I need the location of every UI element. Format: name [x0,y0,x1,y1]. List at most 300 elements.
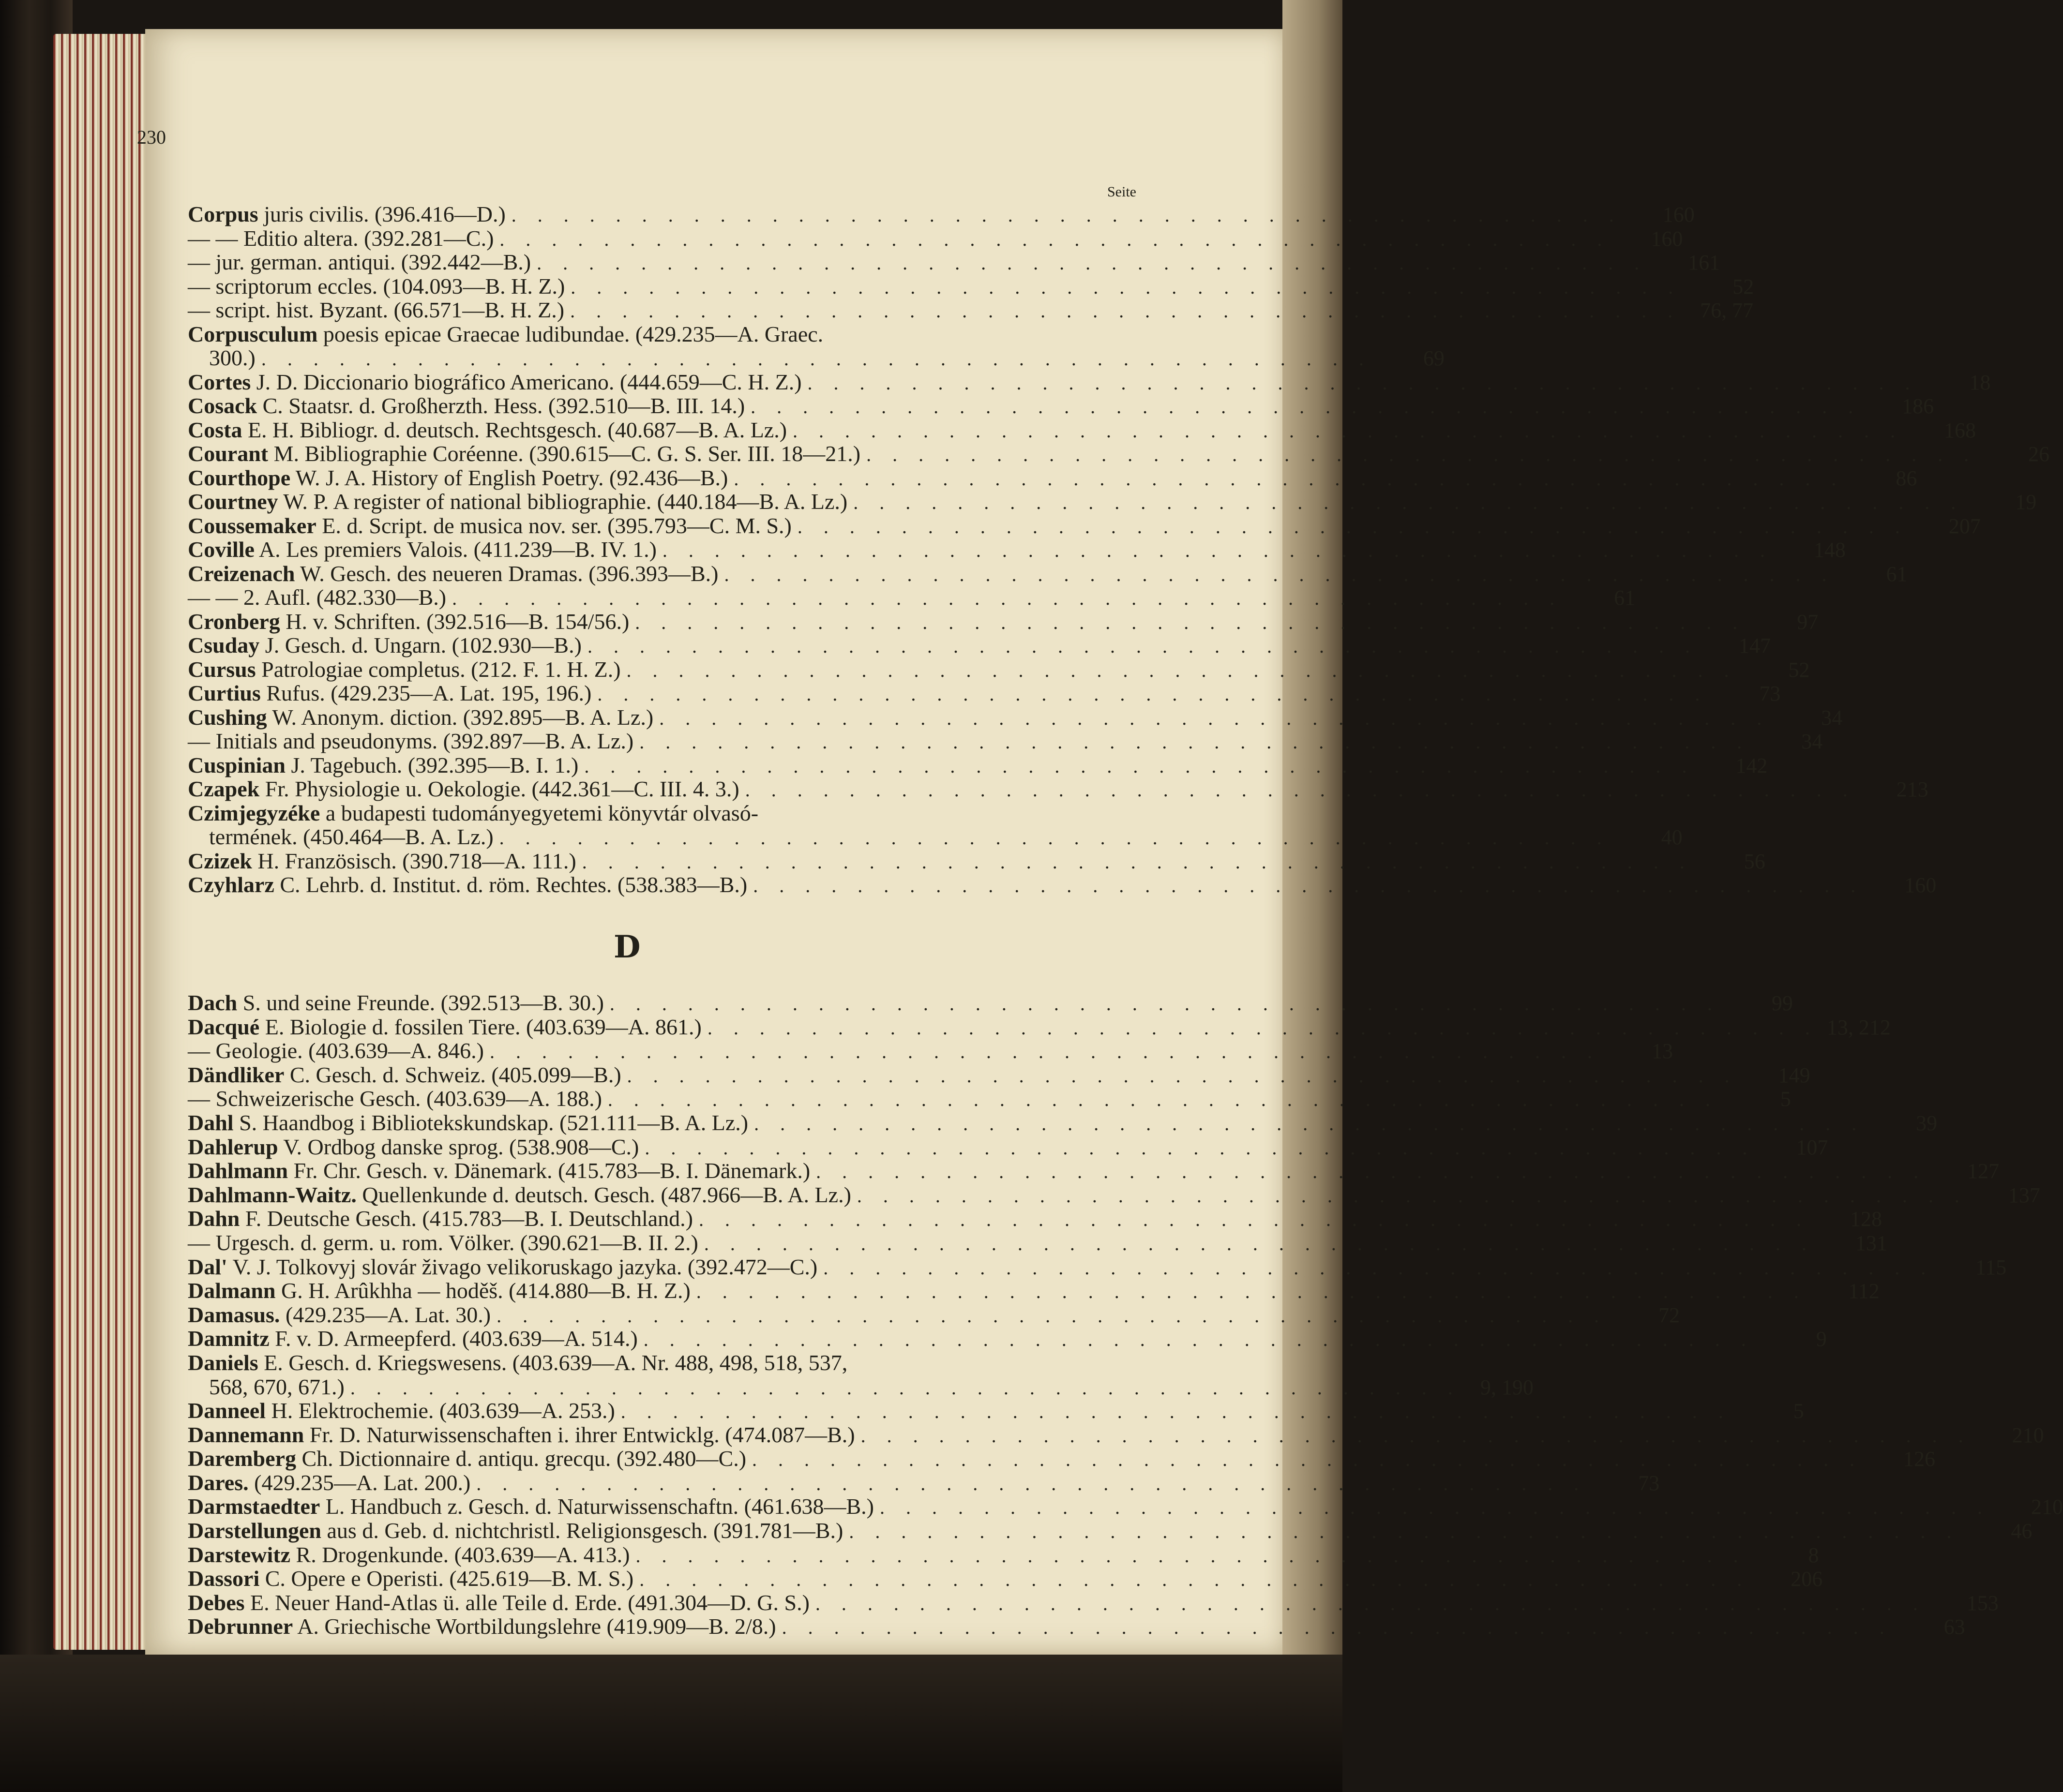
entry-text [188,682,591,704]
entry-text [188,874,747,896]
index-entry [188,273,1754,299]
entry-description: L. Handbuch z. Gesch. d. Naturwissenschaftn. (461.638—B.) [320,1494,874,1519]
entry-heading: Dacqué [188,1014,260,1039]
entry-text [188,1304,491,1326]
dot-leader: . . . . . . . . . . . . . . . . . . . . . . . . . . . . . . . . . . . . . . . . . . . [499,827,1610,849]
entry-heading: Coville [188,537,255,562]
entry-description: S. und seine Freunde. (392.513—B. 30.) [237,990,604,1015]
entry-description: 300.) [209,345,256,370]
index-entry [188,1014,1891,1039]
entry-text [188,1472,470,1494]
dot-leader: . . . . . . . . . . . . . . . . . . . . . . . . . . . . . . . . . . . . . . . . . . . [857,1184,1968,1207]
page-reference: 86 [1896,466,1917,490]
entry-description: A. Griechische Wortbildungslehre (419.909—B. 2/8.) [293,1614,776,1639]
entry-heading: Courthope [188,465,291,490]
entry-heading: Dach [188,990,238,1015]
index-entry [188,250,1720,274]
entry-text [188,850,576,872]
entry-heading: Dares. [188,1470,249,1495]
index-entry [188,1542,1819,1567]
entry-description: V. J. Tolkovyj slovár živago velikoruskago jazyka. (392.472—C.) [227,1254,818,1279]
entry-description: F. v. D. Armeepferd. (403.639—A. 514.) [269,1326,638,1351]
page-reference: 206 [1791,1567,1823,1591]
page-reference: 126 [1903,1447,1936,1471]
dot-leader: . . . . . . . . . . . . . . . . . . . . . . . . . . . . . . . . . . . . . . . . . . . [511,204,1622,226]
entry-description: A. Les premiers Valois. (411.239—B. IV. 1.) [254,537,657,562]
entry-text [188,1424,855,1446]
page-reference: 160 [1662,203,1695,226]
entry-heading: Daremberg [188,1446,296,1471]
dot-leader: . . . . . . . . . . . . . . . . . . . . . . . . . . . . . . . . . . . . . . . . . . . [752,1449,1863,1471]
dot-leader: . . . . . . . . . . . . . . . . . . . . . . . . . . . . . . . . . . . . . . . . . . . [815,1592,1926,1614]
page-reference: 26 [2028,442,2050,466]
page-reference: 112 [1848,1279,1880,1303]
entry-description: Fr. Chr. Gesch. v. Dänemark. (415.783—B. I. Dänemark.) [288,1158,811,1183]
entry-heading: Dal' [188,1254,227,1279]
entry-text [188,1040,484,1062]
entry-heading: Czyhlarz [188,872,274,897]
page-reference: 73 [1759,682,1781,705]
entry-heading: Debes [188,1590,245,1615]
index-entry [188,1352,1175,1374]
entry-description: Patrologiae completus. (212. F. 1. H. Z.) [256,657,621,682]
entry-text [188,1136,639,1158]
index-entry [188,513,1981,538]
entry-description: W. P. A register of national bibliographie. (440.184—B. A. Lz.) [278,489,848,514]
index-entry [188,729,1823,753]
dot-leader: . . . . . . . . . . . . . . . . . . . . . . . . . . . . . . . . . . . . . . . . . . . [626,659,1737,681]
dot-leader: . . . . . . . . . . . . . . . . . . . . . . . . . . . . . . . . . . . . . . . . . . . [639,1568,1750,1591]
index-entry [188,1038,1673,1063]
dot-leader: . . . . . . . . . . . . . . . . . . . . . . . . . . . . . . . . . . . . . . . . . . . [849,1521,1960,1543]
index-entry [188,1422,2044,1447]
dot-leader: . . . . . . . . . . . . . . . . . . . . . . . . . . . . . . . . . . . . . . . . . . . [584,755,1695,777]
dot-leader: . . . . . . . . . . . . . . . . . . . . . . . . . . . . . . . . . . . . . . . . . . . [627,1064,1738,1087]
entry-description: Rufus. (429.235—A. Lat. 195, 196.) [260,681,592,705]
index-entry [188,1302,1680,1327]
index-section-d [188,990,2063,1640]
page-reference: 9, 190 [1480,1375,1534,1399]
entry-text [188,443,860,465]
dot-leader: . . . . . . . . . . . . . . . . . . . . . . . . . . . . . . . . . . . . . . . . . . . [816,1161,1927,1183]
page-reference: 8 [1808,1543,1819,1567]
entry-heading: Cushing [188,704,267,730]
entry-description: — Initials and pseudonyms. (392.897—B. A. Lz.) [188,729,634,753]
entry-description: 568, 670, 671.) [209,1374,345,1399]
index-entry [188,1230,1887,1255]
entry-text [188,1064,621,1086]
dot-leader: . . . . . . . . . . . . . . . . . . . . . . . . . . . . . . . . . . . . . . . . . . . [724,563,1835,585]
entry-description: H. Französisch. (390.718—A. 111.) [252,848,576,873]
index-entry [188,225,1683,251]
index-entry [188,633,1771,657]
index-entry [188,369,1991,394]
entry-description: termének. (450.464—B. A. Lz.) [209,824,494,849]
section-letter-heading: D [614,929,642,965]
entry-description: E. Gesch. d. Kriegswesens. (403.639—A. Nr. 488, 498, 518, 537, [258,1350,848,1375]
entry-text [188,347,256,369]
entry-description: J. Tagebuch. (392.395—B. I. 1.) [286,752,579,777]
index-entry [188,1110,1938,1135]
entry-description: — Geologie. (403.639—A. 846.) [188,1038,484,1063]
entry-heading: Dahlmann [188,1158,288,1183]
entry-text [188,730,633,752]
index-entry [188,1494,2063,1519]
page-reference: 115 [1975,1255,2007,1279]
entry-description: (429.235—A. Lat. 30.) [280,1302,491,1327]
column-heading-seite: Seite [1107,184,1136,200]
dot-leader: . . . . . . . . . . . . . . . . . . . . . . . . . . . . . . . . . . . . . . . . . . . [635,611,1746,633]
index-entry [188,1278,1880,1303]
page-reference: 137 [2008,1183,2040,1207]
index-entry [188,489,2037,514]
index-entry [188,802,1175,824]
page-reference: 46 [2011,1519,2033,1543]
page-reference: 72 [1658,1303,1680,1327]
dot-leader: . . . . . . . . . . . . . . . . . . . . . . . . . . . . . . . . . . . . . . . . . . . [754,1112,1865,1135]
entry-text [188,634,582,657]
entry-text [188,538,657,561]
page-reference: 99 [1771,991,1793,1015]
entry-heading: Coussemaker [188,513,316,538]
entry-description: (429.235—A. Lat. 200.) [248,1470,471,1495]
entry-heading: Creizenach [188,561,295,586]
dot-leader: . . . . . . . . . . . . . . . . . . . . . . . . . . . . . . . . . . . . . . . . . . . [698,1209,1809,1231]
dot-leader: . . . . . . . . . . . . . . . . . . . . . . . . . . . . . . . . . . . . . . . . . . . [704,1232,1815,1254]
index-entry [188,323,1175,345]
dot-leader: . . . . . . . . . . . . . . . . . . . . . . . . . . . . . . . . . . . . . . . . . . . [639,731,1750,753]
page-reference: 56 [1744,849,1765,873]
page-reference: 207 [1948,514,1981,538]
dot-leader: . . . . . . . . . . . . . . . . . . . . . . . . . . . . . . . . . . . . . . . . . . . [620,1401,1732,1423]
index-entry [188,1374,1534,1399]
page-reference: 147 [1738,634,1771,657]
entry-text [188,1208,693,1230]
entry-description: J. Gesch. d. Ungarn. (102.930—B.) [259,633,582,657]
dot-leader: . . . . . . . . . . . . . . . . . . . . . . . . . . . . . . . . . . . . . . . . . . . [662,539,1773,561]
entry-heading: Cronberg [188,609,280,634]
entry-heading: Darmstaedter [188,1494,320,1519]
entry-description: W. Anonym. diction. (392.895—B. A. Lz.) [267,704,654,730]
page-reference: 63 [1943,1615,1965,1639]
dot-leader: . . . . . . . . . . . . . . . . . . . . . . . . . . . . . . . . . . . . . . . . . . . [570,300,1681,322]
dot-leader: . . . . . . . . . . . . . . . . . . . . . . . . . . . . . . . . . . . . . . . . . . . [879,1496,1990,1519]
entry-text [188,563,719,585]
entry-text [188,251,531,273]
entry-description: C. Gesch. d. Schweiz. (405.099—B.) [284,1062,621,1087]
entry-heading: Curtius [188,681,261,705]
entry-text [188,1544,630,1566]
entry-description: E. d. Script. de musica nov. ser. (395.793—C. M. S.) [316,513,792,538]
entry-heading: Cuspinian [188,752,286,777]
entry-heading: Debrunner [188,1614,293,1639]
entry-text [188,1615,776,1638]
entry-text [188,1088,602,1110]
page-reference: 168 [1944,418,1976,442]
dot-leader: . . . . . . . . . . . . . . . . . . . . . . . . . . . . . . . . . . . . . . . . . . . [745,779,1856,801]
entry-text [188,992,604,1014]
dot-leader: . . . . . . . . . . . . . . . . . . . . . . . . . . . . . . . . . . . . . . . . . . . [793,419,1904,442]
entry-heading: Dahn [188,1206,240,1231]
entry-text [188,395,745,417]
index-entry [188,657,1810,682]
dot-leader: . . . . . . . . . . . . . . . . . . . . . . . . . . . . . . . . . . . . . . . . . . . [537,252,1648,274]
page-reference: 160 [1904,873,1937,897]
index-entry [188,345,1445,370]
page-reference: 186 [1902,394,1934,418]
entry-text [188,203,506,225]
page-reference: 18 [1969,370,1991,394]
entry-text [188,1592,810,1614]
page-reference: 61 [1886,562,1908,586]
index-entry [188,393,1934,418]
entry-heading: Csuday [188,633,260,657]
entry-description: H. Elektrochemie. (403.639—A. 253.) [266,1398,615,1423]
entry-heading: Damasus. [188,1302,280,1327]
index-entry [188,609,1819,634]
entry-text [188,1328,638,1350]
entry-description: — jur. german. antiqui. (392.442—B.) [188,250,531,274]
page-reference: 69 [1423,346,1445,370]
entry-heading: Dändliker [188,1062,285,1087]
entry-description: Quellenkunde d. deutsch. Gesch. (487.966—B. A. Lz.) [356,1182,851,1207]
entry-description: — Schweizerische Gesch. (403.639—A. 188.) [188,1086,602,1111]
entry-text [188,1160,810,1182]
dot-leader: . . . . . . . . . . . . . . . . . . . . . . . . . . . . . . . . . . . . . . . . . . . [571,276,1682,298]
dot-leader: . . . . . . . . . . . . . . . . . . . . . . . . . . . . . . . . . . . . . . . . . . . [607,1089,1718,1111]
entry-text [188,371,802,393]
entry-text [188,1112,748,1134]
dot-leader: . . . . . . . . . . . . . . . . . . . . . . . . . . . . . . . . . . . . . . . . . . . [782,1616,1893,1639]
index-entry [188,1254,2007,1279]
dot-leader: . . . . . . . . . . . . . . . . . . . . . . . . . . . . . . . . . . . . . . . . . . . [350,1376,1461,1399]
entry-text [188,323,823,345]
dot-leader: . . . . . . . . . . . . . . . . . . . . . . . . . . . . . . . . . . . . . . . . . . . [499,228,1611,250]
dot-leader: . . . . . . . . . . . . . . . . . . . . . . . . . . . . . . . . . . . . . . . . . . . [707,1016,1818,1039]
entry-text [188,611,629,633]
page-reference: 107 [1796,1135,1828,1159]
entry-heading: Dahl [188,1110,234,1135]
entry-description: a budapesti tudományegyetemi könyvtár olvasó- [320,800,759,825]
index-entry [188,1518,2033,1543]
entry-text [188,1256,817,1278]
index-entry [188,681,1781,705]
dot-leader: . . . . . . . . . . . . . . . . . . . . . . . . . . . . . . . . . . . . . . . . . . . [734,467,1845,490]
index-entry [188,990,1793,1015]
entry-text [188,1400,615,1422]
entry-text [188,1280,691,1302]
entry-description: V. Ordbog danske sprog. (538.908—C.) [278,1134,639,1159]
entry-heading: Dannemann [188,1422,304,1447]
dot-leader: . . . . . . . . . . . . . . . . . . . . . . . . . . . . . . . . . . . . . . . . . . . [807,372,1918,394]
index-entry [188,1326,1827,1351]
page-reference: 19 [2015,490,2037,514]
entry-text [188,658,621,681]
entry-heading: Czapek [188,777,260,801]
entry-text [188,491,847,513]
page-reference: 61 [1614,586,1636,610]
page-reference: 213 [1896,777,1928,801]
index-entry [188,1566,1823,1591]
entry-description: poesis epicae Graecae ludibundae. (429.235—A. Graec. [317,321,824,346]
dot-leader: . . . . . . . . . . . . . . . . . . . . . . . . . . . . . . . . . . . . . . . . . . . [866,444,1977,465]
page-reference: 34 [1801,730,1823,753]
entry-description: — Urgesch. d. germ. u. rom. Völker. (390.621—B. II. 2.) [188,1230,698,1255]
entry-description: aus d. Geb. d. nichtchristl. Religionsgesch. (391.781—B.) [321,1518,843,1543]
page-reference: 97 [1797,610,1819,634]
dot-leader: . . . . . . . . . . . . . . . . . . . . . . . . . . . . . . . . . . . . . . . . . . . [696,1281,1807,1303]
page-reference: 34 [1821,705,1843,730]
index-entry [188,585,1636,610]
entry-heading: Darstewitz [188,1542,291,1567]
dot-leader: . . . . . . . . . . . . . . . . . . . . . . . . . . . . . . . . . . . . . . . . . . . [797,515,1908,538]
dot-leader: . . . . . . . . . . . . . . . . . . . . . . . . . . . . . . . . . . . . . . . . . . . [823,1256,1934,1279]
dot-leader: . . . . . . . . . . . . . . . . . . . . . . . . . . . . . . . . . . . . . . . . . . . [609,993,1720,1015]
index-entry [188,1134,1828,1159]
page-reference: 52 [1788,657,1810,682]
entry-text [188,1495,874,1518]
index-entry [188,441,2050,466]
entry-heading: Darstellungen [188,1518,321,1543]
index-entry [188,752,1768,777]
entry-description: S. Haandbog i Bibliotekskundskap. (521.111—B. A. Lz.) [233,1110,749,1135]
dot-leader: . . . . . . . . . . . . . . . . . . . . . . . . . . . . . . . . . . . . . . . . . . . [860,1424,1972,1447]
entry-heading: Dalmann [188,1278,276,1303]
entry-text [188,1448,746,1470]
index-entry [188,1398,1804,1423]
entry-description: juris civilis. (396.416—D.) [258,202,506,226]
entry-description: R. Drogenkunde. (403.639—A. 413.) [290,1542,630,1567]
index-entry [188,1086,1791,1111]
dot-leader: . . . . . . . . . . . . . . . . . . . . . . . . . . . . . . . . . . . . . . . . . . . [497,1304,1608,1327]
index-entry [188,202,1695,226]
page-reference: 5 [1793,1399,1804,1423]
dot-leader: . . . . . . . . . . . . . . . . . . . . . . . . . . . . . . . . . . . . . . . . . . . [751,396,1862,418]
entry-heading: Danneel [188,1398,266,1423]
dot-leader: . . . . . . . . . . . . . . . . . . . . . . . . . . . . . . . . . . . . . . . . . . . [853,492,1964,513]
dot-leader: . . . . . . . . . . . . . . . . . . . . . . . . . . . . . . . . . . . . . . . . . . . [489,1041,1600,1063]
index-entry [188,1470,1660,1495]
entry-heading: Cortes [188,369,251,394]
index-section-c [188,202,2050,898]
entry-description: G. H. Arûkhha — hoděš. (414.880—B. H. Z.) [275,1278,691,1303]
entry-description: C. Lehrb. d. Institut. d. röm. Rechtes. (538.383—B.) [274,872,748,897]
dot-leader: . . . . . . . . . . . . . . . . . . . . . . . . . . . . . . . . . . . . . . . . . . . [645,1136,1756,1159]
page-reference: 160 [1651,226,1683,251]
page-reference: 127 [1967,1159,2000,1183]
page-reference: 131 [1855,1231,1887,1255]
entry-text [188,1568,633,1590]
entry-text [188,299,564,321]
background-bottom [0,1655,1342,1792]
entry-text [188,586,446,609]
entry-text [188,802,758,824]
entry-heading: Corpus [188,202,258,226]
entry-text [188,706,653,729]
index-entry [188,561,1908,586]
entry-text [188,778,739,800]
page-reference: 13, 212 [1826,1015,1891,1039]
dot-leader: . . . . . . . . . . . . . . . . . . . . . . . . . . . . . . . . . . . . . . . . . . . [659,707,1770,729]
entry-description: C. Staatsr. d. Großherzth. Hess. (392.510—B. III. 14.) [257,393,745,418]
page-reference: 76, 77 [1700,299,1754,322]
entry-text [188,419,787,441]
dot-leader: . . . . . . . . . . . . . . . . . . . . . . . . . . . . . . . . . . . . . . . . . . . [635,1544,1747,1567]
index-entry [188,1182,2040,1207]
dot-leader: . . . . . . . . . . . . . . . . . . . . . . . . . . . . . . . . . . . . . . . . . . . [587,635,1698,657]
entry-description: Fr. Physiologie u. Oekologie. (442.361—C. III. 4. 3.) [259,777,739,801]
entry-text [188,467,728,489]
entry-description: E. Neuer Hand-Atlas ü. alle Teile d. Erde. (491.304—D. G. S.) [244,1590,810,1615]
index-entry [188,1062,1810,1087]
entry-heading: Czimjegyzéke [188,800,320,825]
entry-text [188,1184,851,1206]
page-reference: 73 [1638,1471,1660,1495]
entry-description: E. H. Bibliogr. d. deutsch. Rechtsgesch. (40.687—B. A. Lz.) [242,417,787,442]
page-reference: 39 [1916,1111,1938,1135]
page-reference: 148 [1813,538,1846,562]
page-reference: 153 [1966,1591,1999,1615]
entry-text [188,826,494,848]
index-entry [188,537,1846,562]
entry-heading: Dahlerup [188,1134,278,1159]
entry-description: — script. hist. Byzant. (66.571—B. H. Z.) [188,298,565,322]
entry-heading: Cursus [188,657,256,682]
page-reference: 161 [1688,251,1720,274]
entry-heading: Czizek [188,848,252,873]
dot-leader: . . . . . . . . . . . . . . . . . . . . . . . . . . . . . . . . . . . . . . . . . . . [452,587,1563,609]
index-entry [188,777,1928,801]
entry-text [188,754,578,777]
dot-leader: . . . . . . . . . . . . . . . . . . . . . . . . . . . . . . . . . . . . . . . . . . . [582,851,1693,873]
entry-text [188,515,792,537]
entry-text [188,275,565,298]
entry-text [188,227,494,250]
entry-description: H. v. Schriften. (392.516—B. 154/56.) [280,609,630,634]
page-reference: 40 [1661,825,1683,849]
entry-description: — — Editio altera. (392.281—C.) [188,225,494,251]
entry-description: — — 2. Aufl. (482.330—B.) [188,585,447,610]
entry-heading: Courant [188,441,269,466]
dot-leader: . . . . . . . . . . . . . . . . . . . . . . . . . . . . . . . . . . . . . . . . . . . [597,683,1708,705]
page-reference: 149 [1778,1063,1810,1087]
page-reference: 13 [1651,1039,1673,1063]
index-entry [188,824,1683,849]
index-entry [188,417,1976,442]
entry-text [188,1016,702,1038]
entry-description: — scriptorum eccles. (104.093—B. H. Z.) [188,273,565,299]
index-entry [188,1446,1936,1471]
entry-description: E. Biologie d. fossilen Tiere. (403.639—A. 861.) [259,1014,702,1039]
entry-heading: Corpusculum [188,321,318,346]
index-entry [188,1614,1965,1639]
page-reference: 52 [1732,274,1754,299]
entry-text [188,1376,345,1398]
entry-heading: Cosack [188,393,257,418]
index-entry [188,1206,1882,1231]
entry-text [188,1520,843,1542]
index-entry [188,465,1917,490]
entry-heading: Courtney [188,489,278,514]
dot-leader: . . . . . . . . . . . . . . . . . . . . . . . . . . . . . . . . . . . . . . . . . . . [261,348,1372,370]
entry-description: W. Gesch. des neueren Dramas. (396.393—B.) [295,561,719,586]
entry-heading: Daniels [188,1350,258,1375]
index-entry [188,298,1754,322]
entry-heading: Costa [188,417,242,442]
dot-leader: . . . . . . . . . . . . . . . . . . . . . . . . . . . . . . . . . . . . . . . . . . . [643,1329,1754,1351]
entry-heading: Damnitz [188,1326,270,1351]
entry-description: C. Opere e Operisti. (425.619—B. M. S.) [259,1566,634,1591]
